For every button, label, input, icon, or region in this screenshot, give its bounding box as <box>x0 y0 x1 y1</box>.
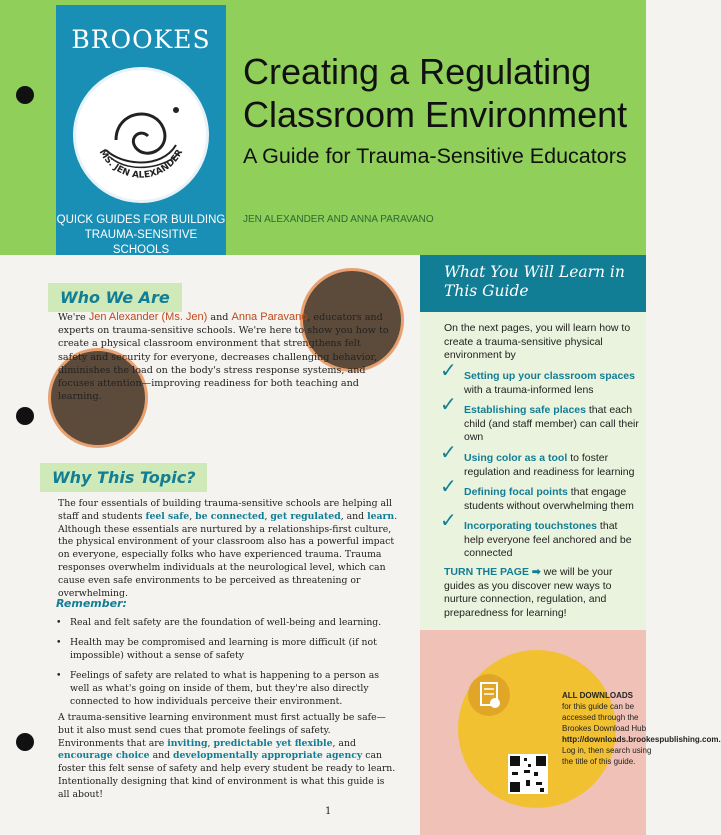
binder-hole <box>16 86 34 104</box>
checkmark-icon: ✓ <box>440 440 457 464</box>
logo-ring-text <box>76 70 206 200</box>
why-this-topic-heading: Why This Topic? <box>40 463 207 492</box>
closing-text: A trauma-sensitive learning environment must first actually be safe—but it also must send cues that promote feelings of safety. Environments that are inviting, predictable yet flexible, and encourage choice and developmentally appropriate agency can foster this felt sense of safety and help every student be ready to learn. Intentionally designing that kind of environment is what this guide is all about! <box>58 712 396 800</box>
qr-code[interactable] <box>508 754 548 794</box>
who-we-are-text: We're Jen Alexander (Ms. Jen) and Anna Paravano, educators and experts on trauma-sensitive schools. We're here to show you how to create a physical classroom environment that strengthens felt safety and security for everyone, decreases challenging behavior, diminishes the load on the body's stress response systems, and focuses attention—improving readiness for both teaching and learning. <box>58 311 389 403</box>
series-label: QUICK GUIDES FOR BUILDING TRAUMA-SENSITIVE SCHOOLS <box>56 214 226 256</box>
binder-hole <box>16 733 34 751</box>
learn-item: ✓ Incorporating touchstones that help everyone feel anchored and be connected <box>440 508 632 559</box>
page-title: Creating a Regulating Classroom Environment <box>243 51 628 135</box>
learn-item: ✓ Defining focal points that engage students without overwhelming them <box>440 474 634 512</box>
why-text: The four essentials of building trauma-sensitive schools are helping all staff and students feel safe, be connected, get regulated, and learn. Although these essentials are nurtured by a relationships-first culture, the physical environment of your classroom also has a powerful impact on everyone, especially folks who have experienced trauma. Trauma responses overwhelm individuals at the neurological level, which can cause even safe environments to be perceived as threatening or overwhelming. <box>58 498 398 599</box>
checkmark-icon: ✓ <box>440 358 457 382</box>
remember-bullet: • Health may be compromised and learning is more difficult (if not impossible) without a sense of safety <box>70 637 390 663</box>
brand-box <box>56 5 226 255</box>
remember-heading: Remember: <box>56 597 127 610</box>
who-we-are-heading: Who We Are <box>48 283 182 312</box>
binder-hole <box>16 407 34 425</box>
sidebar-intro: On the next pages, you will learn how to create a trauma-sensitive physical environment by <box>444 322 631 361</box>
learn-sidebar <box>420 312 646 630</box>
page-subtitle: A Guide for Trauma-Sensitive Educators <box>243 144 627 168</box>
brand-logo: BROOKES <box>71 25 211 54</box>
header-banner <box>0 0 646 255</box>
turn-the-page: TURN THE PAGE ➡ we will be your guides as you discover new ways to nurture connection, regulation, and preparedness for learning! <box>444 566 613 619</box>
sidebar-title: What You Will Learn in This Guide <box>444 263 625 300</box>
authors: JEN ALEXANDER AND ANNA PARAVANO <box>243 214 434 225</box>
checkmark-icon: ✓ <box>440 474 457 498</box>
sidebar-header <box>420 255 646 312</box>
learn-item: ✓ Using color as a tool to foster regulation and readiness for learning <box>440 440 635 478</box>
series-logo <box>73 67 209 203</box>
download-link[interactable]: http://downloads.brookespublishing.com. <box>562 735 721 744</box>
download-badge <box>458 650 721 808</box>
learn-item: ✓ Establishing safe places that each child (and staff member) can call their own <box>440 392 639 443</box>
logo-text: MS. JEN ALEXANDER <box>96 147 186 181</box>
svg-text:MS. JEN ALEXANDER <box>97 148 186 181</box>
remember-bullet: • Feelings of safety are related to what is happening to a person as well as what's going on inside of them, but they're also directly connected to how individuals perceive their environment. <box>70 670 390 708</box>
page-number: 1 <box>325 806 332 817</box>
checkmark-icon: ✓ <box>440 392 457 416</box>
document-icon <box>468 674 510 716</box>
learn-item: ✓ Setting up your classroom spaces with a trauma-informed lens <box>440 358 635 396</box>
remember-bullet: • Real and felt safety are the foundation of well-being and learning. <box>70 617 390 630</box>
download-text: ALL DOWNLOADS for this guide can be accessed through the Brookes Download Hub http://downloads.brookespublishing.com. Log in, then search using the title of this guide. <box>562 691 721 766</box>
download-box <box>420 630 721 835</box>
checkmark-icon: ✓ <box>440 508 457 532</box>
